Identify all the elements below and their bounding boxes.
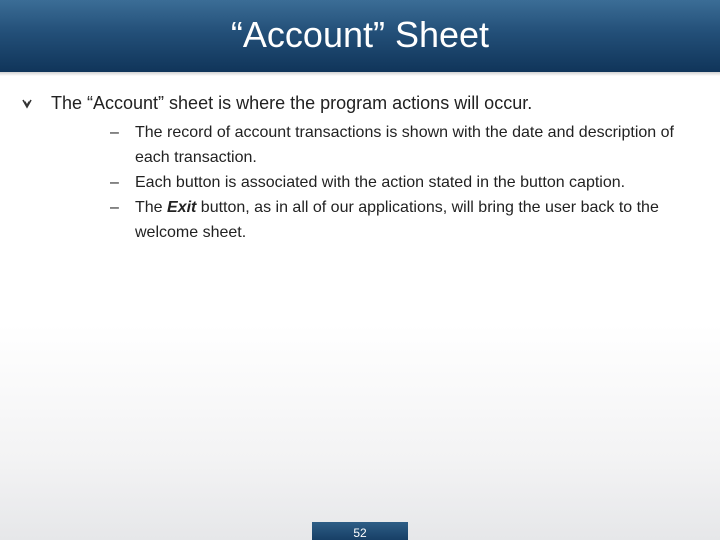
slide-title: “Account” Sheet [230, 14, 490, 55]
dash-marker: – [110, 174, 119, 191]
main-bullet-text: The “Account” sheet is where the program actions will occur. [51, 93, 533, 113]
footer-bar [312, 522, 408, 540]
sub-bullet-text: The record of account transactions is shown with the date and description of each transaction. [135, 124, 674, 166]
sub-bullet-item [51, 120, 700, 170]
main-bullet [0, 91, 720, 245]
sub-bullet-text-after: button, as in all of our applications, will bring the user back to the welcome sheet. [135, 199, 659, 241]
sub-bullet-text: Each button is associated with the action stated in the button caption. [135, 174, 626, 191]
slide-content [0, 91, 720, 245]
dash-marker: – [110, 199, 119, 216]
sub-bullet-text-before: The [135, 199, 168, 216]
title-bar [0, 0, 720, 72]
page-number: 52 [353, 526, 367, 540]
sub-bullet-item [51, 170, 700, 195]
diamond-bullet-icon [20, 98, 34, 110]
sub-bullet-list [51, 120, 700, 245]
dash-marker: – [110, 124, 119, 141]
sub-bullet-item [51, 195, 700, 245]
exit-emphasis: Exit [167, 199, 197, 216]
